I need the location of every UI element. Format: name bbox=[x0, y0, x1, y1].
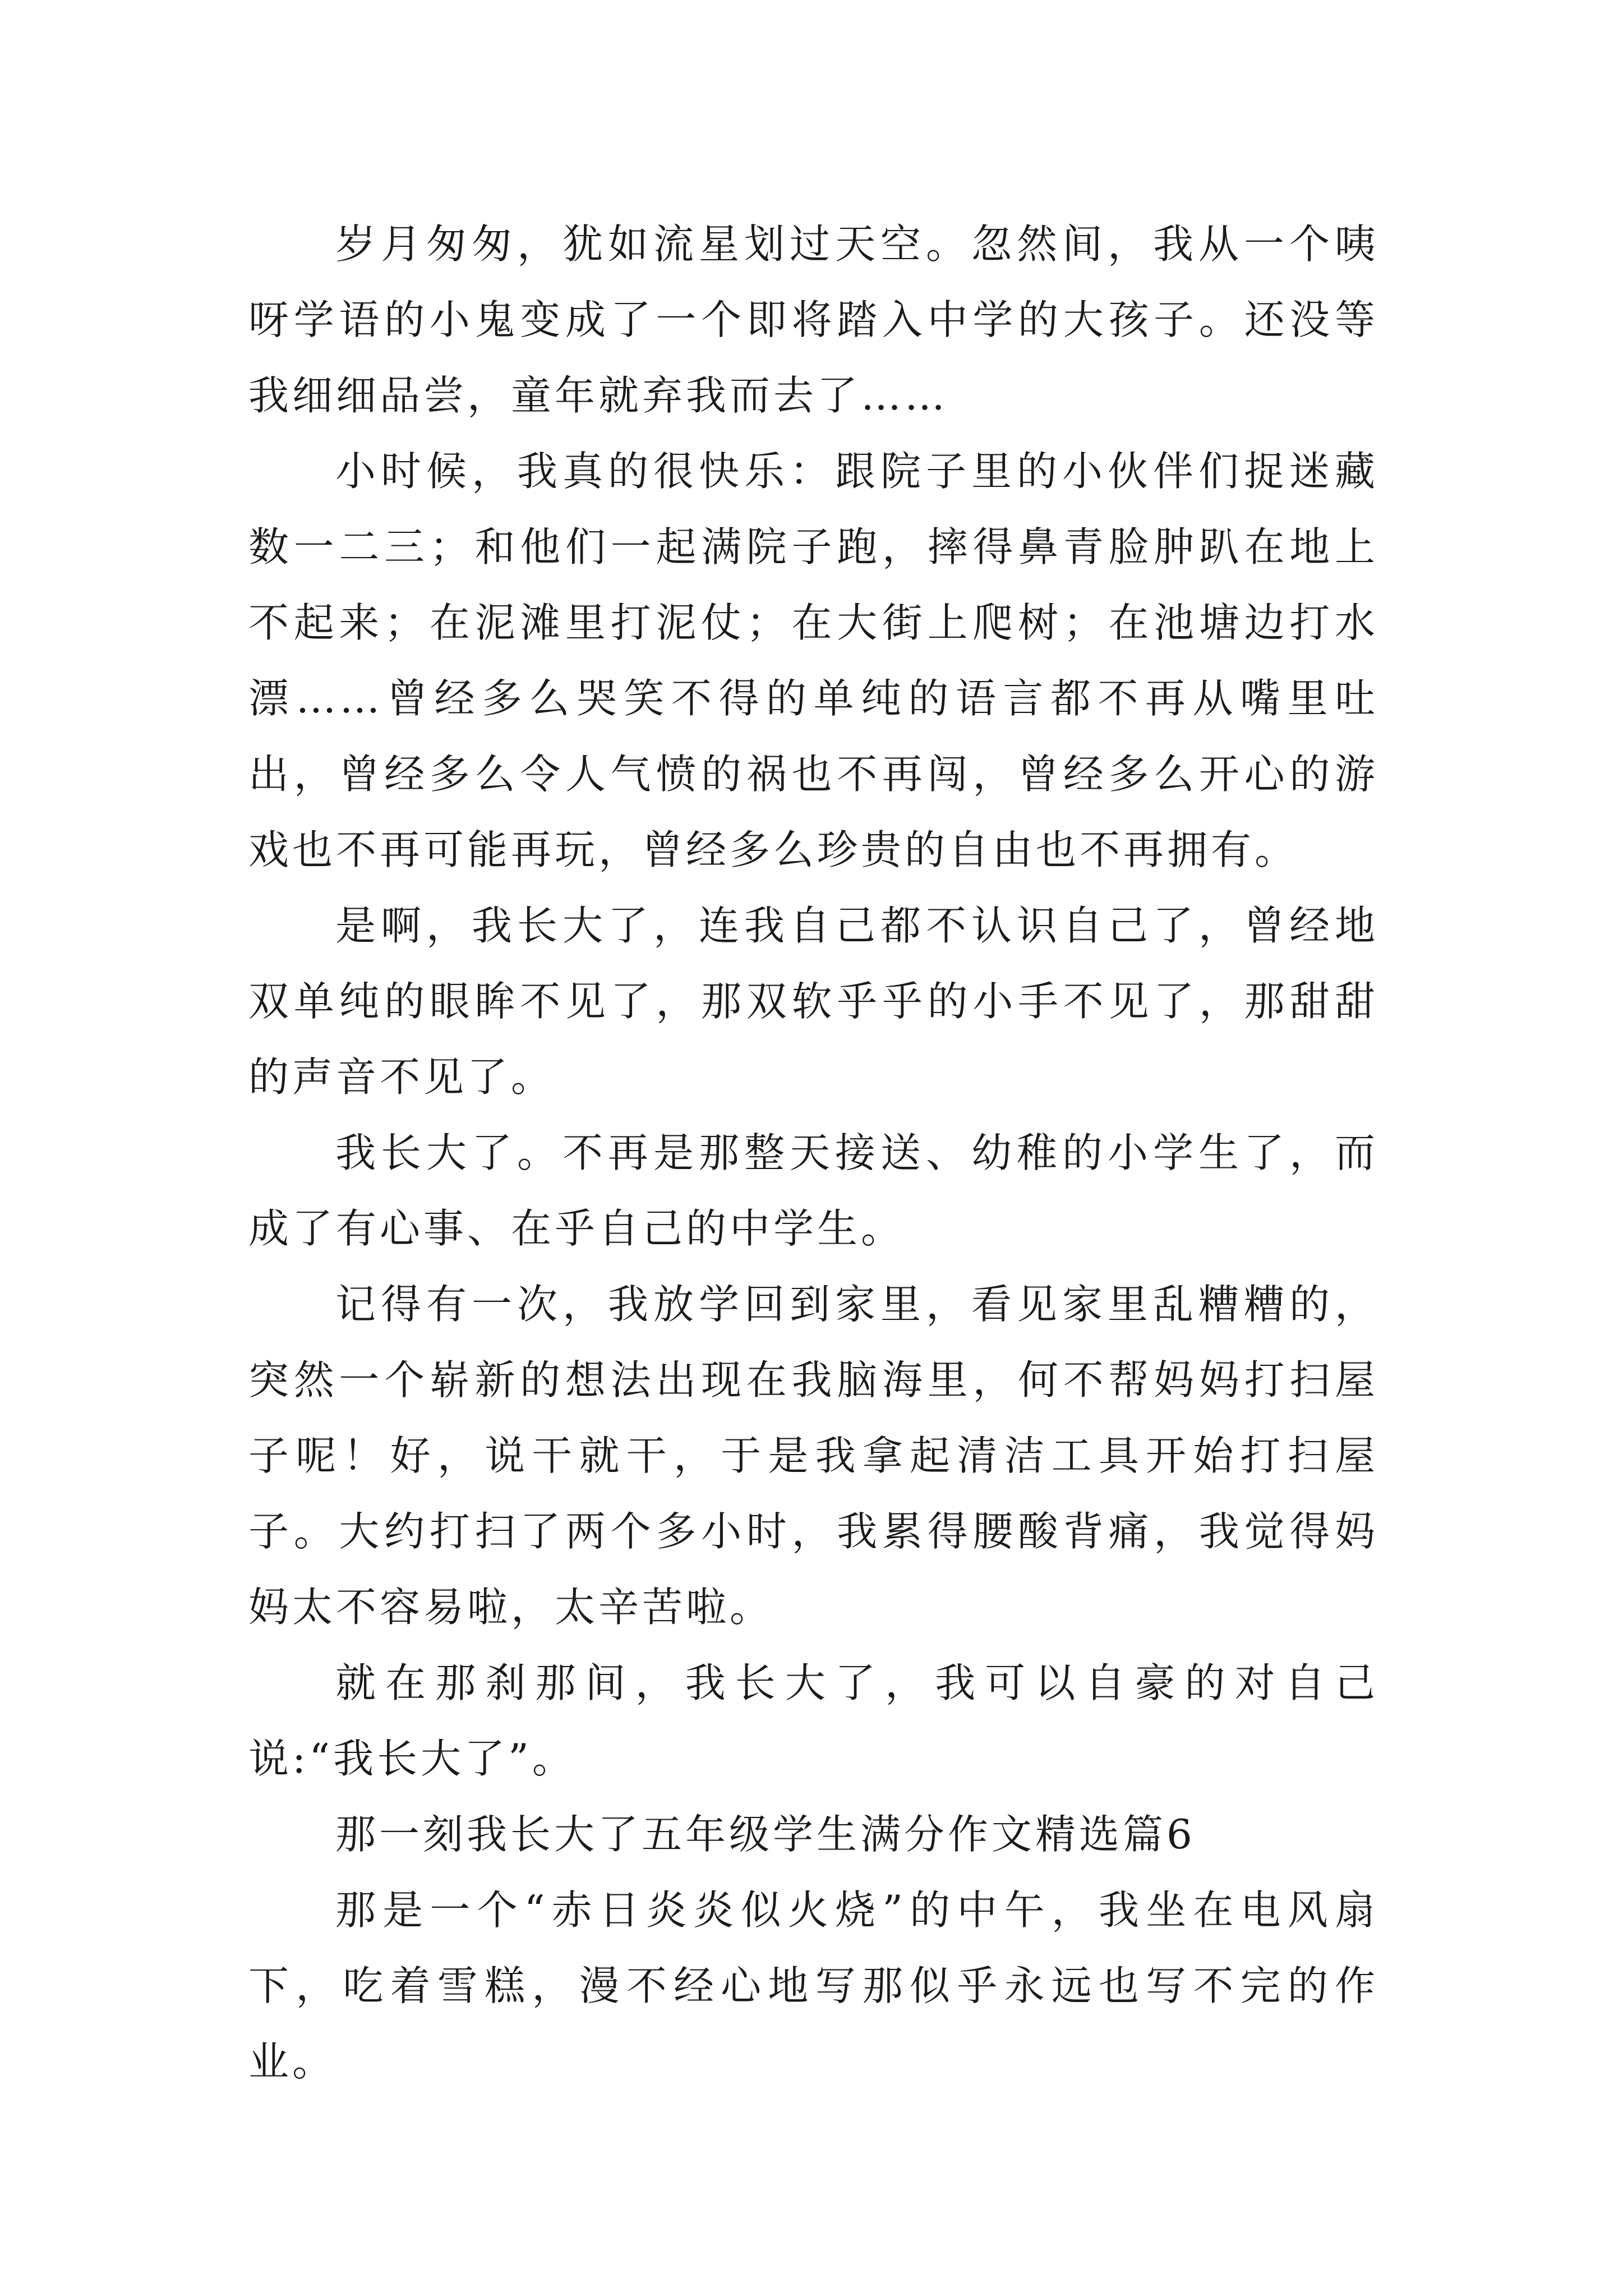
section-heading: 那一刻我长大了五年级学生满分作文精选篇6 bbox=[335, 1811, 1196, 1858]
paragraph-5: 记得有一次，我放学回到家里，看见家里乱糟糟的，突然一个崭新的想法出现在我脑海里，何不帮妈妈打扫屋子呢！好，说干就干，于是我拿起清洁工具开始打扫屋子。大约打扫了两个多小时，我累得腰酸背痛，我觉得妈妈太不容易啦，太辛苦啦。 bbox=[248, 1281, 1378, 1631]
paragraph-3: 是啊，我长大了，连我自己都不认识自己了，曾经地双单纯的眼眸不见了，那双软乎乎的小手不见了，那甜甜的声音不见了。 bbox=[248, 902, 1378, 1101]
paragraph-2: 小时候，我真的很快乐：跟院子里的小伙伴们捉迷藏数一二三；和他们一起满院子跑，摔得鼻青脸肿趴在地上不起来；在泥滩里打泥仗；在大街上爬树；在池塘边打水漂……曾经多么哭笑不得的单纯的语言都不再从嘴里吐出，曾经多么令人气愤的祸也不再闯，曾经多么开心的游戏也不再可能再玩，曾经多么珍贵的自由也不再拥有。 bbox=[248, 448, 1378, 873]
essay-body bbox=[248, 206, 1378, 2100]
paragraph-6: 就在那刹那间，我长大了，我可以自豪的对自己说:“我长大了”。 bbox=[248, 1659, 1378, 1782]
paragraph-1: 岁月匆匆，犹如流星划过天空。忽然间，我从一个咦呀学语的小鬼变成了一个即将踏入中学的大孩子。还没等我细细品尝，童年就弃我而去了…… bbox=[248, 220, 1378, 419]
paragraph-4: 我长大了。不再是那整天接送、幼稚的小学生了，而成了有心事、在乎自己的中学生。 bbox=[248, 1129, 1378, 1252]
paragraph-7: 那是一个“赤日炎炎似火烧”的中午，我坐在电风扇下，吃着雪糕，漫不经心地写那似乎永远也写不完的作业。 bbox=[248, 1887, 1378, 2085]
